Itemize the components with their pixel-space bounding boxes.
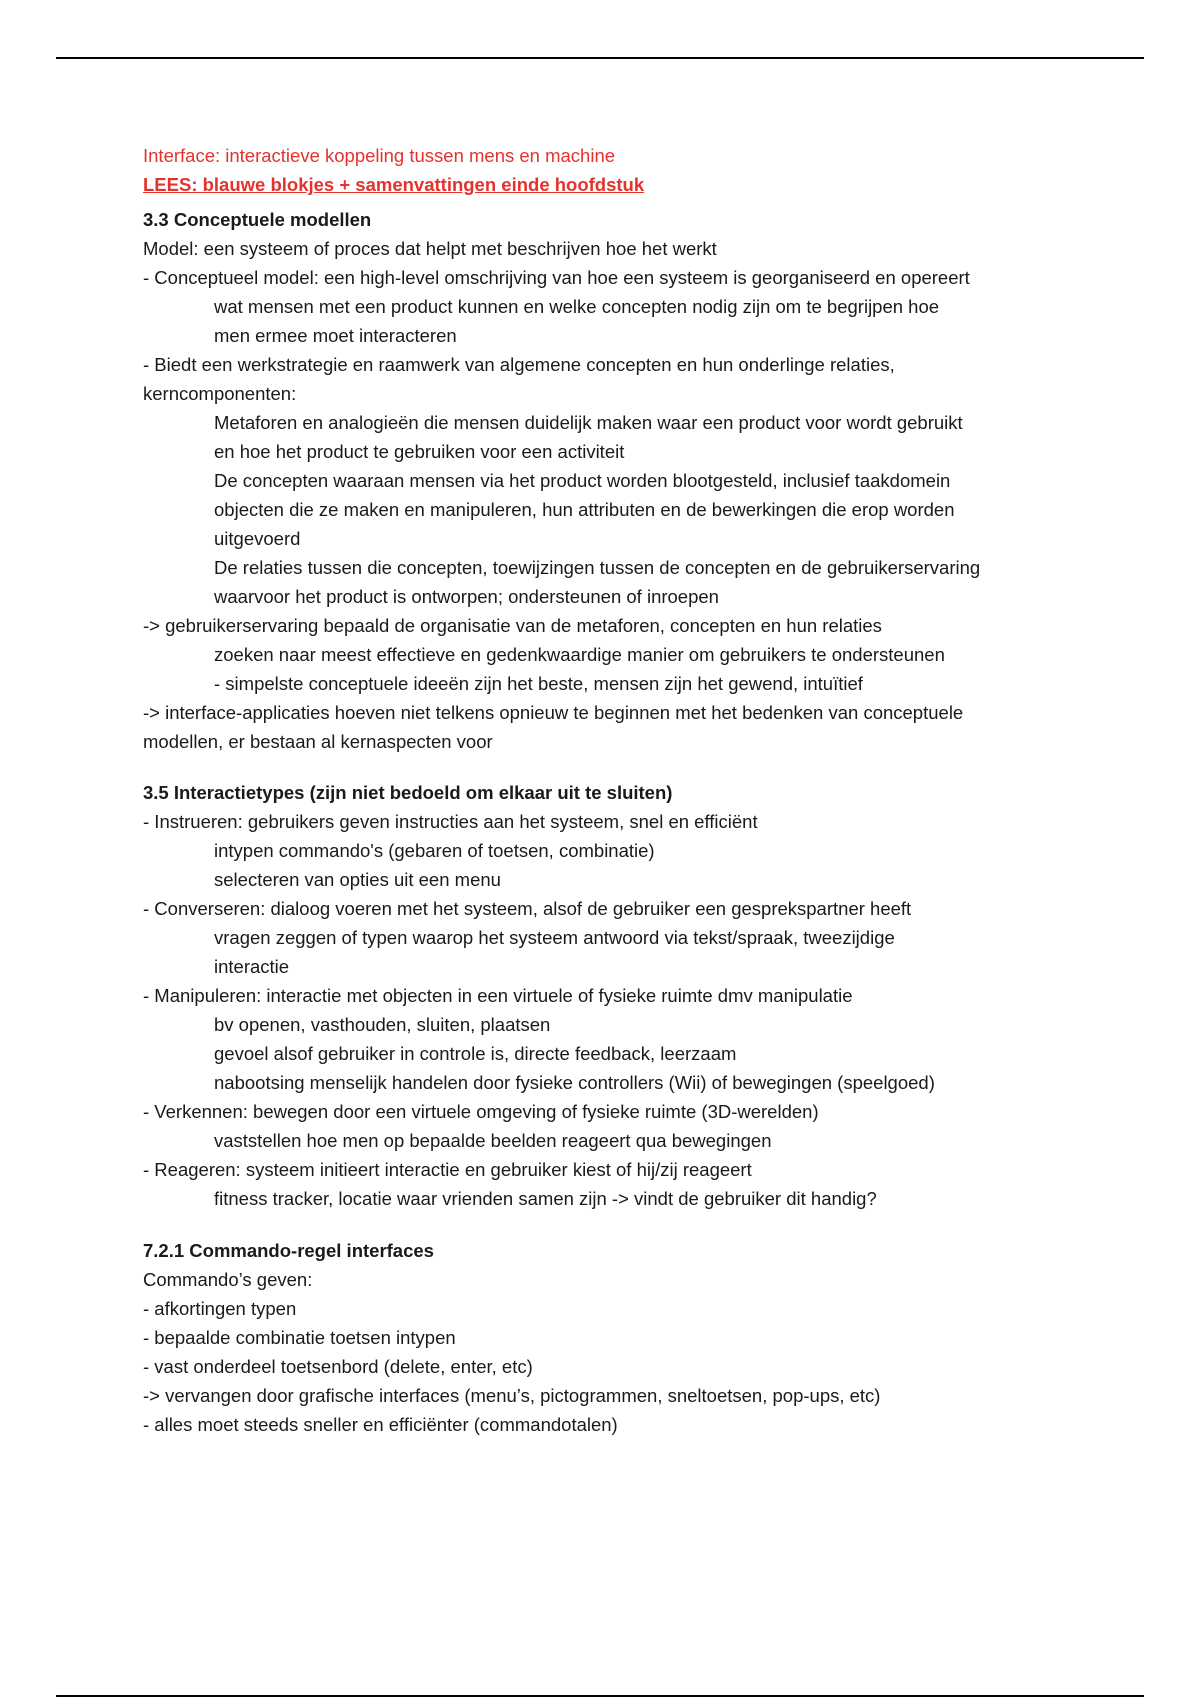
- text-line: - Reageren: systeem initieert interactie en gebruiker kiest of hij/zij reageert: [143, 1159, 752, 1180]
- text-line: - Converseren: dialoog voeren met het systeem, alsof de gebruiker een gesprekspartner heeft: [143, 898, 912, 919]
- text-line: men ermee moet interacteren: [214, 325, 457, 346]
- section-heading-3-5: 3.5 Interactietypes (zijn niet bedoeld om elkaar uit te sluiten): [143, 782, 673, 803]
- text-line: uitgevoerd: [214, 528, 301, 549]
- text-line: intypen commando's (gebaren of toetsen, combinatie): [214, 840, 655, 861]
- text-line: zoeken naar meest effectieve en gedenkwaardige manier om gebruikers te ondersteunen: [214, 644, 945, 665]
- text-line: - Conceptueel model: een high-level omschrijving van hoe een systeem is georganiseerd en opereert: [143, 267, 970, 288]
- text-line: De concepten waaraan mensen via het product worden blootgesteld, inclusief taakdomein: [214, 470, 951, 491]
- reading-note-link[interactable]: LEES: blauwe blokjes + samenvattingen einde hoofdstuk: [143, 174, 645, 195]
- header-rule: [56, 57, 1144, 59]
- text-line: - Verkennen: bewegen door een virtuele omgeving of fysieke ruimte (3D-werelden): [143, 1101, 819, 1122]
- section-spacer: [143, 1213, 1083, 1230]
- footer-rule: [56, 1695, 1144, 1697]
- text-line: - Manipuleren: interactie met objecten in een virtuele of fysieke ruimte dmv manipulatie: [143, 985, 853, 1006]
- text-line: -> gebruikerservaring bepaald de organisatie van de metaforen, concepten en hun relaties: [143, 615, 882, 636]
- text-line: interactie: [214, 956, 290, 977]
- section-heading-7-2-1: 7.2.1 Commando-regel interfaces: [143, 1240, 434, 1261]
- text-line: en hoe het product te gebruiken voor een activiteit: [214, 441, 625, 462]
- text-line: kerncomponenten:: [143, 383, 297, 404]
- text-line: - Biedt een werkstrategie en raamwerk van algemene concepten en hun onderlinge relaties,: [143, 354, 895, 375]
- text-line: wat mensen met een product kunnen en welke concepten nodig zijn om te begrijpen hoe: [214, 296, 940, 317]
- text-line: selecteren van opties uit een menu: [214, 869, 501, 890]
- text-line: - simpelste conceptuele ideeën zijn het beste, mensen zijn het gewend, intuïtief: [214, 673, 863, 694]
- text-line: -> vervangen door grafische interfaces (menu’s, pictogrammen, sneltoetsen, pop-ups, etc): [143, 1385, 881, 1406]
- text-line: -> interface-applicaties hoeven niet telkens opnieuw te beginnen met het bedenken van conceptuele: [143, 702, 964, 723]
- text-line: vaststellen hoe men op bepaalde beelden reageert qua bewegingen: [214, 1130, 772, 1151]
- text-line: - alles moet steeds sneller en efficiënter (commandotalen): [143, 1414, 618, 1435]
- text-line: bv openen, vasthouden, sluiten, plaatsen: [214, 1014, 551, 1035]
- text-line: waarvoor het product is ontworpen; ondersteunen of inroepen: [214, 586, 719, 607]
- section-heading-3-3: 3.3 Conceptuele modellen: [143, 209, 372, 230]
- text-line: Metaforen en analogieën die mensen duidelijk maken waar een product voor wordt gebruikt: [214, 412, 963, 433]
- text-line: - bepaalde combinatie toetsen intypen: [143, 1327, 456, 1348]
- text-line: - afkortingen typen: [143, 1298, 297, 1319]
- text-line: Commando’s geven:: [143, 1269, 313, 1290]
- text-line: gevoel alsof gebruiker in controle is, directe feedback, leerzaam: [214, 1043, 737, 1064]
- text-line: modellen, er bestaan al kernaspecten voor: [143, 731, 493, 752]
- interface-definition: Interface: interactieve koppeling tussen mens en machine: [143, 145, 616, 166]
- text-line: nabootsing menselijk handelen door fysieke controllers (Wii) of bewegingen (speelgoed): [214, 1072, 935, 1093]
- text-line: vragen zeggen of typen waarop het systeem antwoord via tekst/spraak, tweezijdige: [214, 927, 895, 948]
- text-line: De relaties tussen die concepten, toewijzingen tussen de concepten en de gebruikerservaring: [214, 557, 981, 578]
- section-spacer: [143, 756, 1083, 772]
- text-line: objecten die ze maken en manipuleren, hun attributen en de bewerkingen die erop worden: [214, 499, 955, 520]
- document-body: [143, 141, 1083, 1439]
- text-line: fitness tracker, locatie waar vrienden samen zijn -> vindt de gebruiker dit handig?: [214, 1188, 877, 1209]
- text-line: Model: een systeem of proces dat helpt met beschrijven hoe het werkt: [143, 238, 717, 259]
- text-line: - Instrueren: gebruikers geven instructies aan het systeem, snel en efficiënt: [143, 811, 758, 832]
- text-line: - vast onderdeel toetsenbord (delete, enter, etc): [143, 1356, 533, 1377]
